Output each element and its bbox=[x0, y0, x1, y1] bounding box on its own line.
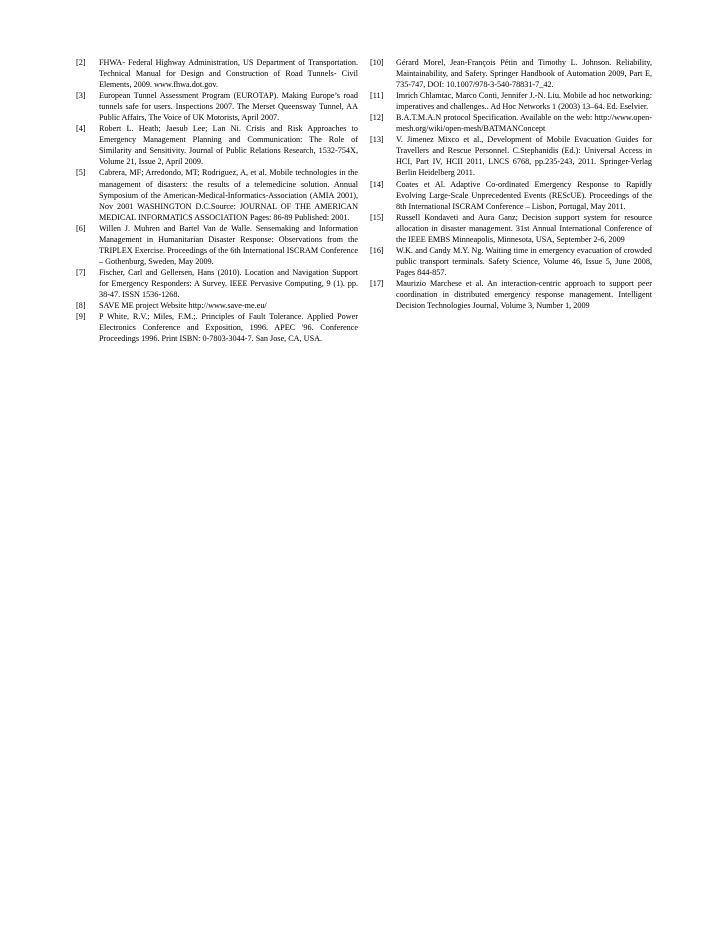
reference-item bbox=[76, 57, 358, 90]
reference-number: [4] bbox=[76, 124, 86, 134]
reference-item bbox=[76, 167, 358, 222]
reference-number: [8] bbox=[76, 301, 86, 311]
reference-text: Russell Kondaveti and Aura Ganz; Decision support system for resource allocation in disaster management. 31st Annual International Conference of the IEEE EMBS Minneapolis, Minnesota, USA, September 2-6, 2009 bbox=[396, 212, 652, 244]
reference-number: [7] bbox=[76, 267, 86, 277]
reference-number: [14] bbox=[370, 179, 384, 189]
reference-text: B.A.T.M.A.N protocol Specification. Available on the web: http://www.open-mesh.org/wiki/open-mesh/BATMANConcept bbox=[396, 113, 652, 134]
reference-item bbox=[370, 278, 652, 311]
reference-number: [12] bbox=[370, 113, 384, 123]
reference-number: [10] bbox=[370, 58, 384, 67]
reference-item bbox=[76, 311, 358, 344]
reference-item bbox=[370, 245, 652, 278]
reference-item bbox=[76, 223, 358, 267]
references-column-right bbox=[370, 57, 652, 311]
reference-number: [3] bbox=[76, 91, 86, 101]
reference-number: [16] bbox=[370, 245, 384, 255]
reference-item bbox=[370, 212, 652, 245]
reference-text: SAVE ME project Website http://www.save-me.eu/ bbox=[99, 301, 267, 311]
reference-text: Maurizio Marchese et al. An interaction-centric approach to support peer coordination in distributed emergency response management. Intelligent Decision Technologies Journal, Volume 3, Number 1, 2009 bbox=[396, 278, 652, 311]
reference-text: Coates et Al. Adaptive Co-ordinated Emergency Response to Rapidly Evolving Large-Scale Unprecedented Events (REScUE). Proceedings of the 8th International ISCRAM Conference – Lisbon, Portugal, May 2011. bbox=[396, 179, 652, 211]
reference-text: Fischer, Carl and Gellersen, Hans (2010). Location and Navigation Support for Emergency Responders: A Survey. IEEE Pervasive Computing, 9 (1). pp. 38-47. ISSN 1536-1268. bbox=[99, 267, 358, 299]
reference-text: European Tunnel Assessment Program (EUROTAP). Making Europe’s road tunnels safe for users. Inspections 2007. The Merset Queensway Tunnel, AA Public Affairs, The Voice of UK Motorists, April 2007. bbox=[99, 91, 358, 123]
reference-item bbox=[370, 112, 652, 134]
reference-text: Imrich Chlamtac, Marco Conti, Jennifer J.-N. Liu. Mobile ad hoc networking: imperatives and challenges.. Ad Hoc Networks 1 (2003) 13–64. Ed. Eselvier. bbox=[396, 91, 652, 112]
reference-item bbox=[76, 123, 358, 167]
reference-item bbox=[76, 300, 358, 311]
reference-text: FHWA- Federal Highway Administration, US Department of Transportation. Technical Manual for Design and Construction of Road Tunnels- Civil Elements, 2009. www.fhwa.dot.gov. bbox=[99, 58, 358, 90]
reference-item bbox=[76, 90, 358, 123]
references-column-left bbox=[76, 57, 358, 344]
reference-number: [2] bbox=[76, 58, 86, 67]
reference-item bbox=[76, 267, 358, 300]
reference-number: [13] bbox=[370, 135, 384, 145]
reference-number: [9] bbox=[76, 312, 86, 322]
reference-text: Robert L. Heath; Jaesub Lee; Lan Ni. Crisis and Risk Approaches to Emergency Management Planning and Communication: The Role of Similarity and Sensitivity. Journal of Public Relations Research, 1532-754X, Volume 21, Issue 2, April 2009. bbox=[99, 124, 358, 167]
reference-number: [11] bbox=[370, 91, 384, 101]
reference-text: P White, R.V.; Miles, F.M.;. Principles of Fault Tolerance. Applied Power Electronics Conference and Exposition, 1996. APEC '96. Conference Proceedings 1996. Print ISBN: 0-7803-3044-7. San Jose, CA, USA. bbox=[99, 312, 358, 344]
reference-item bbox=[370, 134, 652, 178]
reference-number: [17] bbox=[370, 278, 384, 288]
reference-item bbox=[370, 57, 652, 90]
reference-item bbox=[370, 90, 652, 112]
reference-number: [5] bbox=[76, 168, 86, 178]
reference-text: W.K. and Candy M.Y. Ng. Waiting time in emergency evacuation of crowded public transport terminals. Safety Science, Volume 46, Issue 5, June 2008, Pages 844-857. bbox=[396, 245, 652, 277]
reference-text: V. Jimenez Mixco et al., Development of Mobile Evacuation Guides for Travellers and Rescue Personnel. C.Stephanidis (Ed.): Universal Access in HCI, Part IV, HCII 2011, LNCS 6768, pp.235-243, 2011. Springer-Verlag Berlin Heidelberg 2011. bbox=[396, 135, 652, 178]
reference-item bbox=[370, 179, 652, 212]
reference-text: Cabrera, MF; Arredondo, MT; Rodriguez, A, et al. Mobile technologies in the management of disasters: the results of a telemedicine solution. Annual Symposium of the American-Medical-Informatics-Association (AMIA 2001), Nov 2001 WASHINGTON D.C.Source: JOURNAL OF THE AMERICAN MEDICAL INFORMATICS ASSOCIATION Pages: 86-89 Published: 2001. bbox=[99, 168, 358, 222]
reference-text: Gérard Morel, Jean-François Pétin and Timothy L. Johnson. Reliability, Maintainability, and Safety. Springer Handbook of Automation 2009, Part E, 735-747, DOI: 10.1007/978-3-540-78831-7_42. bbox=[396, 58, 652, 90]
reference-number: [6] bbox=[76, 223, 86, 233]
reference-text: Willen J. Muhren and Bartel Van de Walle. Sensemaking and Information Management in Humanitarian Disaster Response: Observations from the TRIPLEX Exercise. Proceedings of the 6th International ISCRAM Conference – Gothenburg, Sweden, May 2009. bbox=[99, 223, 358, 266]
reference-number: [15] bbox=[370, 212, 384, 222]
